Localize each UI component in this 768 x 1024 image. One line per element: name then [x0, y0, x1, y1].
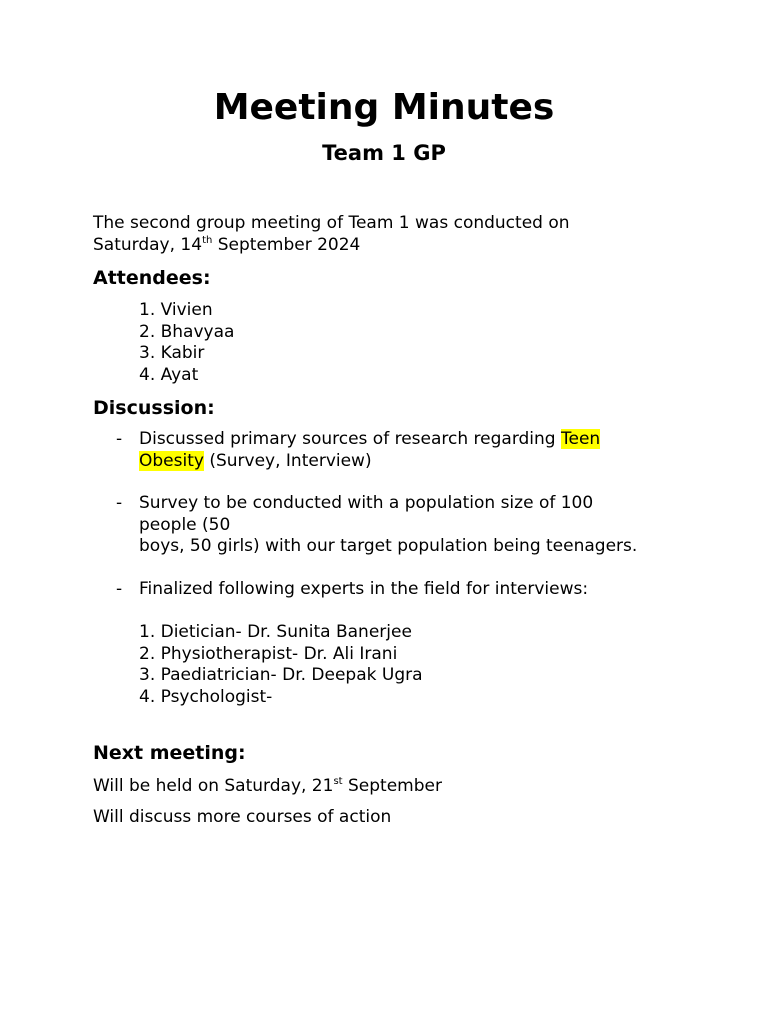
intro-date-suffix-sup: th: [202, 234, 213, 246]
highlight-obesity: Obesity: [139, 450, 204, 471]
page-subtitle: Team 1 GP: [322, 141, 446, 165]
point-1-suffix: (Survey, Interview): [203, 450, 372, 471]
intro-line-1: The second group meeting of Team 1 was conducted on: [93, 213, 570, 233]
next-meeting-date-sup: st: [333, 776, 343, 787]
intro-date-prefix: Saturday, 14: [93, 234, 203, 255]
bullet-dash: -: [116, 493, 123, 513]
attendee-item: 2. Bhavyaa: [139, 321, 235, 342]
intro-line-2: [93, 235, 360, 257]
attendee-item: 1. Vivien: [139, 300, 213, 320]
bullet-dash: -: [116, 578, 123, 599]
next-meeting-date-rest: September: [342, 776, 442, 796]
expert-item: 4. Psychologist-: [139, 686, 273, 707]
highlight-teen: Teen: [561, 429, 601, 449]
next-meeting-date-prefix: Will be held on Saturday, 21: [93, 776, 334, 796]
next-meeting-heading: Next meeting:: [93, 742, 246, 764]
attendees-heading: Attendees:: [93, 267, 211, 289]
expert-item: 1. Dietician- Dr. Sunita Banerjee: [139, 622, 412, 642]
discussion-point-2-line-1: Survey to be conducted with a population size of 100: [139, 493, 594, 513]
discussion-point-1-line-2: [139, 451, 372, 473]
bullet-dash: -: [116, 429, 123, 449]
page-title: Meeting Minutes: [213, 87, 555, 128]
discussion-heading: Discussion:: [93, 397, 215, 419]
intro-date-rest: September 2024: [212, 234, 361, 255]
discussion-point-3-line-1: Finalized following experts in the field for interviews:: [139, 578, 589, 599]
discussion-point-1-line-1: [139, 429, 600, 451]
discussion-point-2-line-3: boys, 50 girls) with our target population being teenagers.: [139, 536, 638, 556]
next-meeting-line-1: [93, 776, 442, 798]
attendee-item: 4. Ayat: [139, 364, 199, 385]
expert-item: 2. Physiotherapist- Dr. Ali Irani: [139, 643, 398, 664]
discussion-point-2-line-2: people (50: [139, 514, 231, 535]
expert-item: 3. Paediatrician- Dr. Deepak Ugra: [139, 665, 423, 685]
attendee-item: 3. Kabir: [139, 343, 205, 363]
next-meeting-line-2: Will discuss more courses of action: [93, 807, 392, 827]
point-1-prefix: Discussed primary sources of research regarding: [139, 429, 562, 449]
